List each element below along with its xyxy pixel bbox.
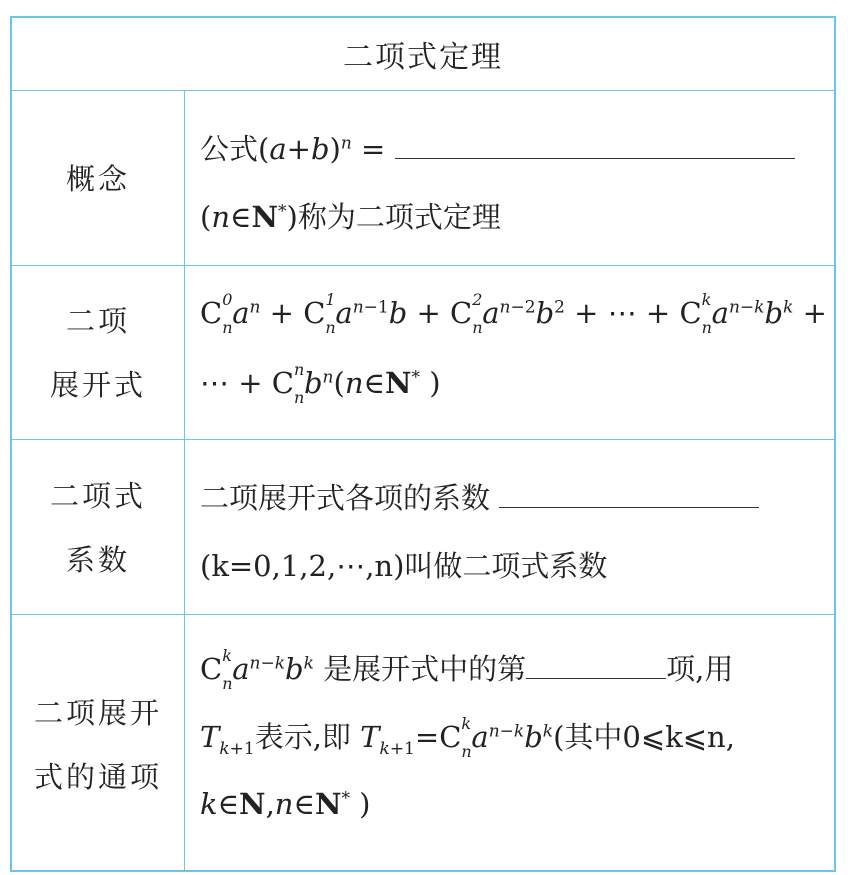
- fill-blank[interactable]: [526, 656, 666, 679]
- content-concept: [200, 91, 826, 266]
- content-coefficient: [200, 440, 826, 615]
- label-general-term: 二项展开 式的通项: [33, 696, 162, 794]
- row-coefficient: [12, 439, 834, 615]
- row-expansion: [12, 265, 834, 440]
- term-line-3: k∈N,n∈N* ): [200, 787, 371, 821]
- formula-condition: (n∈N*)称为二项式定理: [200, 200, 501, 234]
- term-line-1: C k n $a^{n-k}b^k$ 是展开式中的第 项,用: [200, 646, 734, 693]
- content-general-term: [200, 615, 826, 875]
- column-divider: [184, 90, 185, 870]
- theorem-table: [10, 16, 836, 872]
- label-coefficient: 二项式 系数: [49, 478, 146, 577]
- fill-blank[interactable]: [395, 136, 795, 159]
- fill-blank[interactable]: [499, 485, 759, 508]
- label-concept: 概念: [65, 161, 130, 196]
- coefficient-line-2: (k=0,1,2,⋯,n)叫做二项式系数: [200, 549, 608, 583]
- expansion-line-2: ⋯ + C n n $b^n(n\in N^*$ ): [200, 360, 441, 407]
- label-expansion: 二项 展开式: [49, 304, 146, 402]
- term-line-2: $T_{k+1}$表示,即 $T_{k+1}=C$ k n $a^{n-k}b^k$(其中0⩽k⩽n,: [200, 714, 735, 761]
- content-expansion: [200, 266, 826, 440]
- coefficient-line-1: 二项展开式各项的系数: [200, 476, 759, 517]
- formula-line: 公式$(a+b)^n$ =: [200, 127, 795, 168]
- expansion-line-1: C 0 n $a^n + C$ 1 n $a^{n-1}b + C$ 2 n $a^{n-2}b^2$ + ⋯ + C k n $a^{n-k}b^k$ +: [200, 290, 827, 337]
- table-title: 二项式定理: [343, 40, 503, 75]
- row-general-term: [12, 614, 834, 875]
- row-concept: [12, 90, 834, 266]
